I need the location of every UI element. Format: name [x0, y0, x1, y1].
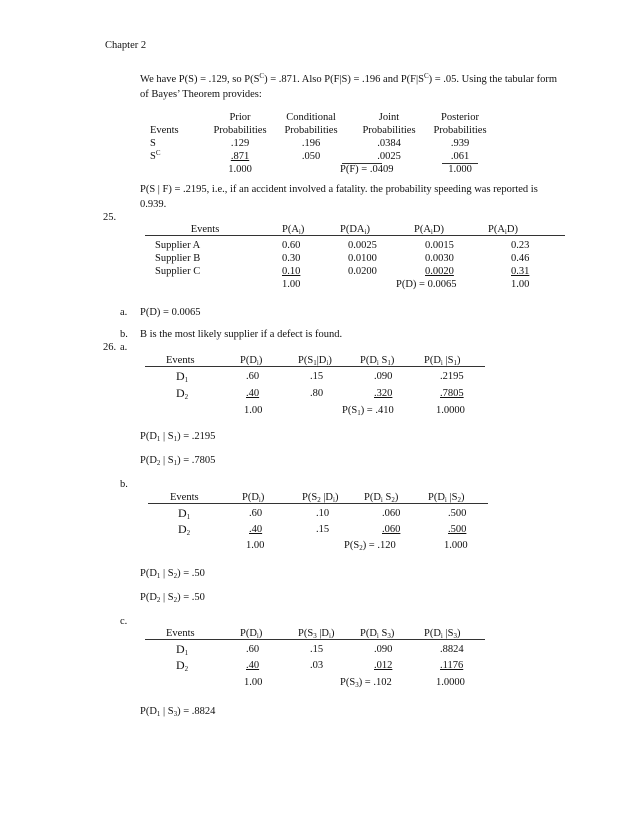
header-rule [145, 639, 485, 640]
col-header-cond: $P(DA_i)$ [340, 224, 370, 236]
problem-26-number: 26. [103, 342, 117, 353]
col-header-joint: $P(D_i$ $S_1$) [360, 355, 395, 367]
col-header-prior: Probabilities [213, 125, 267, 136]
chapter-heading: Chapter 2 [105, 40, 147, 51]
part-a-answer: P(D) = 0.0065 [140, 307, 201, 318]
col-header-joint-top: Joint [378, 112, 400, 123]
part-a-label: a. [120, 342, 128, 353]
header-rule [145, 235, 565, 236]
col-header-joint: $P(D_i$ $S_2$) [364, 492, 399, 504]
result-d1-s1: $P(D_1$ | $S_1) = .2195$ [140, 431, 216, 443]
bayes-intro-line1: We have P(S) = .129, so $P(S^C) = .871$. Also P(F|S) = .196 and $P(F|S^C) = .05$. Using the tabular form [140, 72, 558, 85]
col-header-cond: $P(S_1|D_i)$ [298, 355, 332, 367]
header-rule [148, 503, 488, 504]
bayes-intro-line2: of Bayes’ Theorem provides: [140, 89, 262, 100]
col-header-events: Events [170, 492, 199, 503]
col-header-cond: $P(S_2$ $|D_i$) [302, 492, 339, 504]
col-header-post: Probabilities [433, 125, 487, 136]
col-header-cond: Probabilities [284, 125, 338, 136]
col-header-prior: $P(D_i)$ [240, 628, 263, 640]
part-b-label: b. [120, 479, 128, 490]
col-header-joint: Probabilities [362, 125, 416, 136]
col-header-events: Events [166, 628, 195, 639]
col-header-post: $P(D_i$ $|S_1$) [424, 355, 461, 367]
fatality-conclusion-line2: 0.939. [140, 199, 167, 210]
col-header-prior: $P(D_i)$ [240, 355, 263, 367]
part-a-label: a. [120, 307, 128, 318]
problem-25-number: 25. [103, 212, 117, 223]
col-header-events: Events [190, 224, 220, 235]
result-d1-s2: $P(D_1$ | $S_2) = .50$ [140, 568, 205, 580]
col-header-joint: $P(D_i$ $S_3$) [360, 628, 395, 640]
col-header-cond: $P(S_3$ $|D_i$) [298, 628, 335, 640]
col-header-prior: $P(D_i)$ [242, 492, 265, 504]
part-b-answer: B is the most likely supplier if a defect is found. [140, 329, 343, 340]
col-header-cond-top: Conditional [286, 112, 336, 123]
fatality-conclusion-line1: P(S | F) = .2195, i.e., if an accident involved a fatality. the probability speeding was reported is [140, 184, 538, 195]
col-header-prior: $P(A_i)$ [282, 224, 305, 236]
result-d2-s2: $P(D_2$ | $S_2) = .50$ [140, 592, 205, 604]
part-b-label: b. [120, 329, 128, 340]
col-header-events: Events [150, 125, 179, 136]
col-header-prior-top: Prior [229, 112, 251, 123]
col-header-joint: $P(A_iD)$ [414, 224, 444, 236]
col-header-post: $P(D_i$ $|S_2$) [428, 492, 465, 504]
col-header-post: $P(D_i$ $|S_3$) [424, 628, 461, 640]
col-header-post: $P(A_iD)$ [488, 224, 518, 236]
col-header-events: Events [166, 355, 195, 366]
part-c-label: c. [120, 616, 128, 627]
header-rule [145, 366, 485, 367]
result-d1-s3: $P(D_1$ | $S_3) = .8824$ [140, 706, 216, 718]
result-d2-s1: $P(D_2$ | $S_1) = .7805$ [140, 455, 216, 467]
col-header-post-top: Posterior [441, 112, 479, 123]
